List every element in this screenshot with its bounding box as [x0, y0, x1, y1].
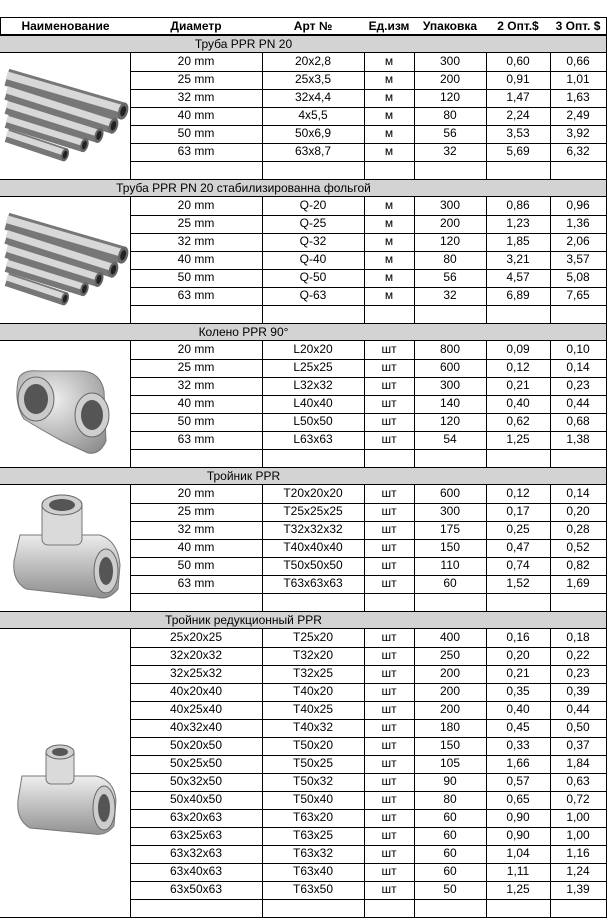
cell-price-2: 0,25	[486, 521, 551, 540]
cell-unit: м	[364, 197, 415, 216]
empty-cell	[486, 161, 551, 180]
header-price-3: 3 Опт. $	[550, 17, 607, 35]
product-image-reducing-tee	[0, 629, 131, 918]
cell-article: T40x20	[262, 683, 365, 702]
cell-price-2: 0,12	[486, 485, 551, 504]
cell-package: 150	[414, 737, 487, 756]
cell-unit: м	[364, 53, 415, 72]
cell-diameter: 50 mm	[130, 413, 263, 432]
cell-diameter: 50x32x50	[130, 773, 263, 792]
cell-price-2: 0,90	[486, 809, 551, 828]
cell-diameter: 50 mm	[130, 125, 263, 144]
cell-price-2: 0,17	[486, 503, 551, 522]
cell-price-3: 0,82	[550, 557, 607, 576]
cell-unit: шт	[364, 665, 415, 684]
empty-cell	[364, 161, 415, 180]
cell-diameter: 40x20x40	[130, 683, 263, 702]
cell-unit: м	[364, 71, 415, 90]
cell-price-3: 1,84	[550, 755, 607, 774]
cell-package: 300	[414, 503, 487, 522]
cell-article: T32x20	[262, 647, 365, 666]
empty-cell	[364, 593, 415, 612]
cell-unit: шт	[364, 809, 415, 828]
cell-price-2: 4,57	[486, 269, 551, 288]
cell-unit: м	[364, 107, 415, 126]
cell-package: 200	[414, 665, 487, 684]
cell-article: L20x20	[262, 341, 365, 360]
cell-price-2: 0,21	[486, 377, 551, 396]
cell-unit: шт	[364, 737, 415, 756]
cell-price-3: 2,06	[550, 233, 607, 252]
cell-price-3: 0,72	[550, 791, 607, 810]
cell-price-3: 0,23	[550, 665, 607, 684]
cell-package: 300	[414, 377, 487, 396]
cell-article: T63x32	[262, 845, 365, 864]
cell-price-2: 0,45	[486, 719, 551, 738]
cell-price-2: 0,09	[486, 341, 551, 360]
cell-unit: м	[364, 269, 415, 288]
header-price-2: 2 Опт.$	[486, 17, 551, 35]
cell-unit: м	[364, 89, 415, 108]
cell-article: T50x40	[262, 791, 365, 810]
cell-package: 60	[414, 575, 487, 594]
cell-article: T50x50x50	[262, 557, 365, 576]
cell-price-3: 2,49	[550, 107, 607, 126]
cell-unit: м	[364, 233, 415, 252]
header-package: Упаковка	[414, 17, 487, 35]
cell-diameter: 25 mm	[130, 71, 263, 90]
cell-price-3: 0,50	[550, 719, 607, 738]
cell-unit: шт	[364, 863, 415, 882]
cell-diameter: 25 mm	[130, 503, 263, 522]
cell-article: T40x40x40	[262, 539, 365, 558]
cell-article: T50x32	[262, 773, 365, 792]
cell-unit: м	[364, 215, 415, 234]
cell-price-2: 0,21	[486, 665, 551, 684]
header-name: Наименование	[0, 17, 131, 35]
empty-cell	[414, 593, 487, 612]
cell-price-2: 0,90	[486, 827, 551, 846]
cell-package: 50	[414, 881, 487, 900]
empty-cell	[486, 899, 551, 918]
product-image-tee	[0, 485, 131, 612]
cell-package: 110	[414, 557, 487, 576]
cell-unit: шт	[364, 791, 415, 810]
cell-price-2: 0,57	[486, 773, 551, 792]
section-price-3-cell	[550, 467, 607, 485]
cell-unit: шт	[364, 755, 415, 774]
cell-unit: шт	[364, 827, 415, 846]
cell-price-2: 1,25	[486, 431, 551, 450]
cell-price-2: 0,33	[486, 737, 551, 756]
empty-cell	[414, 899, 487, 918]
cell-package: 120	[414, 413, 487, 432]
empty-cell	[550, 449, 607, 468]
cell-diameter: 25 mm	[130, 215, 263, 234]
empty-cell	[262, 161, 365, 180]
section-price-2-cell	[486, 179, 551, 197]
cell-package: 80	[414, 107, 487, 126]
empty-cell	[262, 899, 365, 918]
cell-article: Q-25	[262, 215, 365, 234]
cell-price-2: 3,53	[486, 125, 551, 144]
cell-unit: м	[364, 251, 415, 270]
header-unit: Ед.изм	[364, 17, 415, 35]
cell-article: T40x32	[262, 719, 365, 738]
product-image-elbow	[0, 341, 131, 468]
cell-unit: шт	[364, 557, 415, 576]
cell-diameter: 63x25x63	[130, 827, 263, 846]
cell-price-2: 0,47	[486, 539, 551, 558]
cell-diameter: 32 mm	[130, 89, 263, 108]
cell-article: Q-32	[262, 233, 365, 252]
cell-unit: шт	[364, 539, 415, 558]
cell-unit: шт	[364, 395, 415, 414]
cell-diameter: 63x20x63	[130, 809, 263, 828]
cell-price-3: 0,44	[550, 395, 607, 414]
cell-article: L63x63	[262, 431, 365, 450]
cell-diameter: 32 mm	[130, 521, 263, 540]
cell-article: T32x25	[262, 665, 365, 684]
cell-price-3: 0,18	[550, 629, 607, 648]
cell-price-3: 0,22	[550, 647, 607, 666]
cell-package: 175	[414, 521, 487, 540]
cell-article: 50x6,9	[262, 125, 365, 144]
section-price-3-cell	[550, 35, 607, 53]
cell-price-3: 0,52	[550, 539, 607, 558]
empty-cell	[486, 593, 551, 612]
header-diameter: Диаметр	[130, 17, 263, 35]
section-title-pipe: Труба PPR PN 20	[0, 35, 487, 53]
cell-article: T63x40	[262, 863, 365, 882]
cell-price-2: 0,16	[486, 629, 551, 648]
cell-article: T20x20x20	[262, 485, 365, 504]
cell-price-3: 0,63	[550, 773, 607, 792]
cell-price-3: 1,36	[550, 215, 607, 234]
cell-price-2: 0,20	[486, 647, 551, 666]
cell-article: T32x32x32	[262, 521, 365, 540]
cell-diameter: 63x50x63	[130, 881, 263, 900]
cell-diameter: 20 mm	[130, 485, 263, 504]
cell-package: 60	[414, 845, 487, 864]
empty-cell	[262, 593, 365, 612]
cell-package: 180	[414, 719, 487, 738]
cell-price-3: 0,39	[550, 683, 607, 702]
cell-diameter: 63 mm	[130, 287, 263, 306]
cell-unit: м	[364, 287, 415, 306]
cell-price-3: 1,39	[550, 881, 607, 900]
cell-unit: шт	[364, 647, 415, 666]
cell-article: 25x3,5	[262, 71, 365, 90]
cell-price-3: 1,01	[550, 71, 607, 90]
cell-package: 80	[414, 791, 487, 810]
cell-price-3: 1,00	[550, 827, 607, 846]
cell-unit: шт	[364, 683, 415, 702]
cell-diameter: 63x32x63	[130, 845, 263, 864]
empty-cell	[364, 449, 415, 468]
cell-price-3: 0,68	[550, 413, 607, 432]
cell-article: 32x4,4	[262, 89, 365, 108]
cell-package: 200	[414, 71, 487, 90]
cell-package: 300	[414, 53, 487, 72]
empty-cell	[414, 161, 487, 180]
cell-price-3: 0,28	[550, 521, 607, 540]
empty-cell	[486, 305, 551, 324]
cell-price-3: 6,32	[550, 143, 607, 162]
cell-unit: м	[364, 143, 415, 162]
section-price-3-cell	[550, 323, 607, 341]
empty-cell	[414, 305, 487, 324]
cell-price-2: 1,66	[486, 755, 551, 774]
cell-diameter: 63 mm	[130, 575, 263, 594]
empty-cell	[130, 899, 263, 918]
section-price-2-cell	[486, 467, 551, 485]
cell-diameter: 63 mm	[130, 431, 263, 450]
cell-price-3: 0,14	[550, 485, 607, 504]
cell-article: Q-63	[262, 287, 365, 306]
cell-package: 200	[414, 683, 487, 702]
cell-diameter: 25 mm	[130, 359, 263, 378]
cell-unit: шт	[364, 377, 415, 396]
cell-price-2: 0,60	[486, 53, 551, 72]
empty-cell	[130, 593, 263, 612]
cell-price-3: 1,00	[550, 809, 607, 828]
cell-article: L25x25	[262, 359, 365, 378]
cell-unit: шт	[364, 359, 415, 378]
cell-unit: шт	[364, 773, 415, 792]
cell-package: 56	[414, 269, 487, 288]
cell-package: 600	[414, 359, 487, 378]
cell-price-2: 1,23	[486, 215, 551, 234]
cell-package: 150	[414, 539, 487, 558]
cell-unit: шт	[364, 485, 415, 504]
cell-unit: шт	[364, 341, 415, 360]
cell-unit: м	[364, 125, 415, 144]
cell-diameter: 63x40x63	[130, 863, 263, 882]
cell-article: L32x32	[262, 377, 365, 396]
cell-diameter: 32 mm	[130, 377, 263, 396]
empty-cell	[414, 449, 487, 468]
cell-unit: шт	[364, 413, 415, 432]
cell-package: 140	[414, 395, 487, 414]
header-article: Арт №	[262, 17, 365, 35]
cell-unit: шт	[364, 719, 415, 738]
cell-diameter: 63 mm	[130, 143, 263, 162]
cell-price-2: 5,69	[486, 143, 551, 162]
empty-cell	[550, 305, 607, 324]
cell-article: T50x20	[262, 737, 365, 756]
cell-article: Q-40	[262, 251, 365, 270]
cell-diameter: 40 mm	[130, 107, 263, 126]
empty-cell	[364, 305, 415, 324]
cell-package: 32	[414, 287, 487, 306]
cell-package: 56	[414, 125, 487, 144]
cell-price-3: 0,96	[550, 197, 607, 216]
cell-package: 60	[414, 863, 487, 882]
cell-price-2: 0,74	[486, 557, 551, 576]
cell-article: Q-20	[262, 197, 365, 216]
cell-price-3: 1,69	[550, 575, 607, 594]
cell-article: T63x50	[262, 881, 365, 900]
cell-price-3: 0,37	[550, 737, 607, 756]
cell-diameter: 50x40x50	[130, 791, 263, 810]
cell-diameter: 40x25x40	[130, 701, 263, 720]
cell-price-2: 3,21	[486, 251, 551, 270]
cell-price-3: 3,92	[550, 125, 607, 144]
empty-cell	[262, 305, 365, 324]
empty-cell	[262, 449, 365, 468]
cell-price-2: 0,86	[486, 197, 551, 216]
cell-package: 120	[414, 89, 487, 108]
cell-article: T25x25x25	[262, 503, 365, 522]
cell-price-2: 1,25	[486, 881, 551, 900]
cell-diameter: 40 mm	[130, 395, 263, 414]
cell-unit: шт	[364, 575, 415, 594]
cell-package: 54	[414, 431, 487, 450]
cell-article: T25x20	[262, 629, 365, 648]
cell-unit: шт	[364, 845, 415, 864]
cell-price-3: 0,20	[550, 503, 607, 522]
cell-price-3: 3,57	[550, 251, 607, 270]
cell-price-2: 1,11	[486, 863, 551, 882]
cell-diameter: 32x20x32	[130, 647, 263, 666]
cell-price-2: 6,89	[486, 287, 551, 306]
cell-price-2: 0,62	[486, 413, 551, 432]
section-title-tee: Тройник PPR	[0, 467, 487, 485]
cell-price-3: 7,65	[550, 287, 607, 306]
cell-article: T50x25	[262, 755, 365, 774]
cell-package: 200	[414, 215, 487, 234]
cell-price-3: 5,08	[550, 269, 607, 288]
cell-package: 800	[414, 341, 487, 360]
cell-price-3: 1,38	[550, 431, 607, 450]
cell-package: 300	[414, 197, 487, 216]
cell-price-2: 0,40	[486, 395, 551, 414]
cell-diameter: 20 mm	[130, 197, 263, 216]
cell-diameter: 25x20x25	[130, 629, 263, 648]
cell-unit: шт	[364, 503, 415, 522]
product-image-foil-pipe	[0, 197, 131, 324]
cell-unit: шт	[364, 881, 415, 900]
section-price-2-cell	[486, 35, 551, 53]
cell-diameter: 50x20x50	[130, 737, 263, 756]
empty-cell	[550, 899, 607, 918]
cell-diameter: 50x25x50	[130, 755, 263, 774]
cell-price-3: 0,14	[550, 359, 607, 378]
cell-article: L40x40	[262, 395, 365, 414]
section-price-3-cell	[550, 179, 607, 197]
cell-article: 63x8,7	[262, 143, 365, 162]
cell-unit: шт	[364, 701, 415, 720]
cell-price-2: 1,85	[486, 233, 551, 252]
cell-article: Q-50	[262, 269, 365, 288]
cell-package: 120	[414, 233, 487, 252]
cell-package: 250	[414, 647, 487, 666]
cell-price-2: 1,04	[486, 845, 551, 864]
cell-price-3: 0,23	[550, 377, 607, 396]
cell-unit: шт	[364, 629, 415, 648]
cell-package: 80	[414, 251, 487, 270]
cell-package: 60	[414, 809, 487, 828]
cell-package: 200	[414, 701, 487, 720]
cell-price-3: 1,63	[550, 89, 607, 108]
cell-price-2: 1,52	[486, 575, 551, 594]
section-title-reducing-tee: Тройник редукционный PPR	[0, 611, 487, 629]
cell-article: T63x20	[262, 809, 365, 828]
cell-article: T40x25	[262, 701, 365, 720]
cell-diameter: 32x25x32	[130, 665, 263, 684]
cell-price-2: 0,91	[486, 71, 551, 90]
cell-price-2: 0,40	[486, 701, 551, 720]
cell-package: 600	[414, 485, 487, 504]
cell-package: 90	[414, 773, 487, 792]
cell-price-2: 0,12	[486, 359, 551, 378]
cell-diameter: 50 mm	[130, 269, 263, 288]
cell-price-2: 0,65	[486, 791, 551, 810]
cell-price-3: 0,44	[550, 701, 607, 720]
section-title-foil-pipe: Труба PPR PN 20 стабилизированна фольгой	[0, 179, 487, 197]
cell-unit: шт	[364, 431, 415, 450]
cell-article: L50x50	[262, 413, 365, 432]
empty-cell	[364, 899, 415, 918]
section-price-2-cell	[486, 323, 551, 341]
cell-diameter: 40x32x40	[130, 719, 263, 738]
empty-cell	[550, 593, 607, 612]
cell-package: 32	[414, 143, 487, 162]
empty-cell	[550, 161, 607, 180]
empty-cell	[130, 449, 263, 468]
cell-diameter: 20 mm	[130, 53, 263, 72]
cell-package: 105	[414, 755, 487, 774]
cell-package: 400	[414, 629, 487, 648]
section-price-2-cell	[486, 611, 551, 629]
cell-price-3: 0,66	[550, 53, 607, 72]
section-price-3-cell	[550, 611, 607, 629]
cell-article: 20x2,8	[262, 53, 365, 72]
cell-diameter: 40 mm	[130, 251, 263, 270]
cell-diameter: 20 mm	[130, 341, 263, 360]
cell-article: T63x63x63	[262, 575, 365, 594]
empty-cell	[486, 449, 551, 468]
empty-cell	[130, 305, 263, 324]
section-title-elbow: Колено PPR 90°	[0, 323, 487, 341]
cell-article: T63x25	[262, 827, 365, 846]
cell-price-2: 2,24	[486, 107, 551, 126]
cell-package: 60	[414, 827, 487, 846]
cell-diameter: 40 mm	[130, 539, 263, 558]
empty-cell	[130, 161, 263, 180]
product-image-pipe	[0, 53, 131, 180]
cell-diameter: 32 mm	[130, 233, 263, 252]
cell-price-3: 1,16	[550, 845, 607, 864]
cell-article: 4x5,5	[262, 107, 365, 126]
cell-price-2: 1,47	[486, 89, 551, 108]
cell-price-3: 0,10	[550, 341, 607, 360]
cell-price-3: 1,24	[550, 863, 607, 882]
cell-diameter: 50 mm	[130, 557, 263, 576]
cell-unit: шт	[364, 521, 415, 540]
cell-price-2: 0,35	[486, 683, 551, 702]
